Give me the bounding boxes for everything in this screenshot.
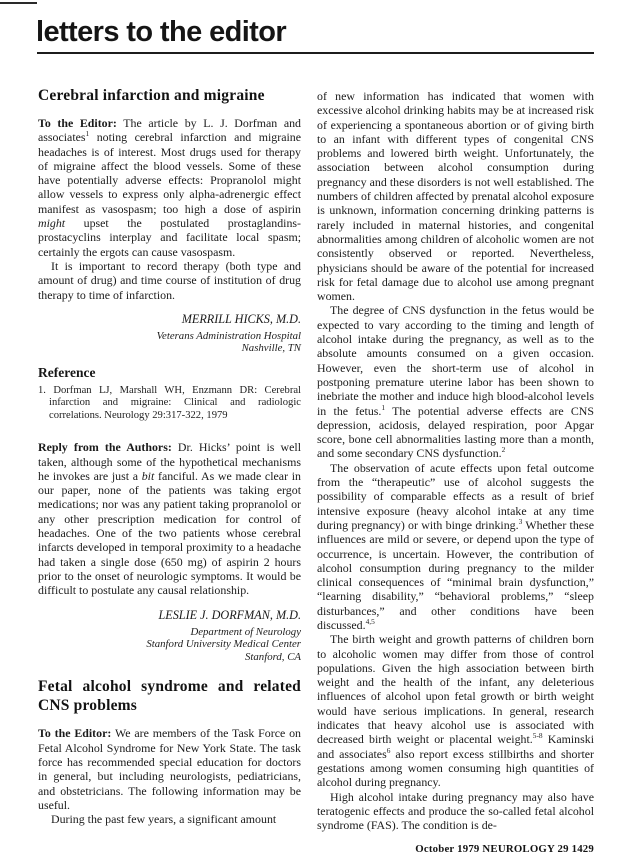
letter-title-fetal-alcohol: Fetal alcohol syndrome and related CNS problems xyxy=(38,678,301,715)
affiliation-line: Stanford, CA xyxy=(245,650,301,663)
affiliation-line: Stanford University Medical Center xyxy=(146,638,301,651)
affiliation-line: Veterans Administration Hospital xyxy=(156,329,301,342)
two-column-body xyxy=(38,86,594,832)
letter-paragraph-continuation: of new information has indicated that women with excessive alcohol drinking habits may be at increased risk of experiencing a spontaneous abortion or of giving birth to an infant with different types of congenital CNS problems and lowered birth weight. Unfortunately, the association between alcohol consumption during pregnancy and these disorders is not well established. The numbers of children affected by prenatal alcohol exposure is unknown, information concerning drinking patterns is rarely included in maternal histories, and congenital abnormalities among children of alcoholic women are not consistently observed or reported. Nevertheless, physicians should be aware of the potential for increased risk for fetal damage due to alcohol use among pregnant women. xyxy=(317,89,594,304)
reference-heading: Reference xyxy=(38,365,96,381)
left-column xyxy=(38,86,301,832)
affiliation-line: Nashville, TN xyxy=(241,342,301,355)
letter-title-cerebral-infarction: Cerebral infarction and migraine xyxy=(38,87,265,104)
letter-paragraph: The birth weight and growth patterns of children born to alcoholic women may differ from those of control populations. Given the high association between birth weight and the health of the infant, any deleterious influences of alcohol upon fetal growth or birth weight would have serious implications. In general, research indicates that heavy alcohol use is associated with decreased birth weight or placental weight.$^{5-8}$ Kaminski and associates$^6$ also report excess stillbirths and shorter gestations among women consuming high quantities of alcohol during pregnancy. xyxy=(317,632,595,790)
masthead-rule xyxy=(37,52,594,54)
letter-paragraph: High alcohol intake during pregnancy may also have teratogenic effects and produce the so-called fetal alcohol syndrome (FAS). The condition is de- xyxy=(317,789,594,833)
letter-paragraph: To the Editor: We are members of the Task Force on Fetal Alcohol Syndrome for New York State. The task force has recommended special education for doctors in general, but including neurologists, pediatricians, and obstetricians. The following information may be useful. xyxy=(38,726,301,812)
page-footer: October 1979 NEUROLOGY 29 1429 xyxy=(415,843,594,855)
reference-item: 1. Dorfman LJ, Marshall WH, Enzmann DR: Cerebral infarction and migraine: Clinical and radiologic correlations. Neurology 29:317-322, 1979 xyxy=(38,385,301,421)
letter-paragraph: It is important to record therapy (both type and amount of drug) and time course of institution of drug therapy to time of infarction. xyxy=(38,258,301,302)
masthead-title: letters to the editor xyxy=(36,16,287,48)
letter-paragraph-reply: Reply from the Authors: Dr. Hicks’ point is well taken, although some of the hypothetical mechanisms he invokes are just a bit fanciful. As we made clear in our paper, none of the patients was taking ergot medications; nor was any patient taking propranolol or any other prescription medication for control of headaches. One of the two patients whose cerebral infarcts developed in temporal proximity to a headache had taken a single dose (650 mg) of aspirin 2 hours prior to the onset of neurologic symptoms. It would be difficult to postulate any causal relationship. xyxy=(38,440,302,598)
letter-paragraph: The observation of acute effects upon fetal outcome from the “therapeutic” use of alcohol suggests the possibility of comparable effects as a result of brief intensive exposure (heavy alcohol intake at any time during pregnancy) or with binge drinking.$^3$ Whether these influences are mild or severe, or depend upon the type of occurrence, is uncertain. However, the contribution of alcohol consumption during pregnancy to the milder clinical consequences of “minimal brain dysfunction,” “learning disability,” “behavioral problems,” “sleep disturbances,” and other conditions have been discussed.$^{4,5}$ xyxy=(317,460,594,632)
scan-artifact-line xyxy=(0,2,37,4)
affiliation-dorfman xyxy=(38,626,301,664)
signature-dorfman: LESLIE J. DORFMAN, M.D. xyxy=(158,607,301,622)
signature-hicks: MERRILL HICKS, M.D. xyxy=(181,311,301,326)
affiliation-hicks xyxy=(38,330,301,355)
letter-paragraph: The degree of CNS dysfunction in the fetus would be expected to vary according to the timing and length of alcohol intake during the pregnancy, as well as to the absolute amounts consumed on a given occasion. However, even the short-term use of alcohol in postponing premature uterine labor has been shown to inebriate the mother and induce high blood-alcohol levels in the fetus.$^1$ The potential adverse effects are CNS depression, acidosis, delayed respiration, poor Apgar score, bone cell abnormalities lasting more than a month, and some secondary CNS dysfunction.$^2$ xyxy=(317,303,595,461)
affiliation-line: Department of Neurology xyxy=(190,625,301,638)
letter-paragraph: To the Editor: The article by L. J. Dorfman and associates$^1$ noting cerebral infarction and migraine headaches is of interest. Most drugs used for therapy of migraine affect the blood vessels. Some of these have potentially adverse effects: Propranolol might allow vessels to express only alpha-adrenergic effect manifest as vasospasm; too high a dose of aspirin might upset the postulated prostaglandins-prostacyclins interplay and facilitate local spasm; certainly the ergots can cause vasospasm. xyxy=(38,116,301,259)
right-column xyxy=(317,86,594,832)
letter-paragraph-fragment: During the past few years, a significant amount xyxy=(51,812,277,827)
